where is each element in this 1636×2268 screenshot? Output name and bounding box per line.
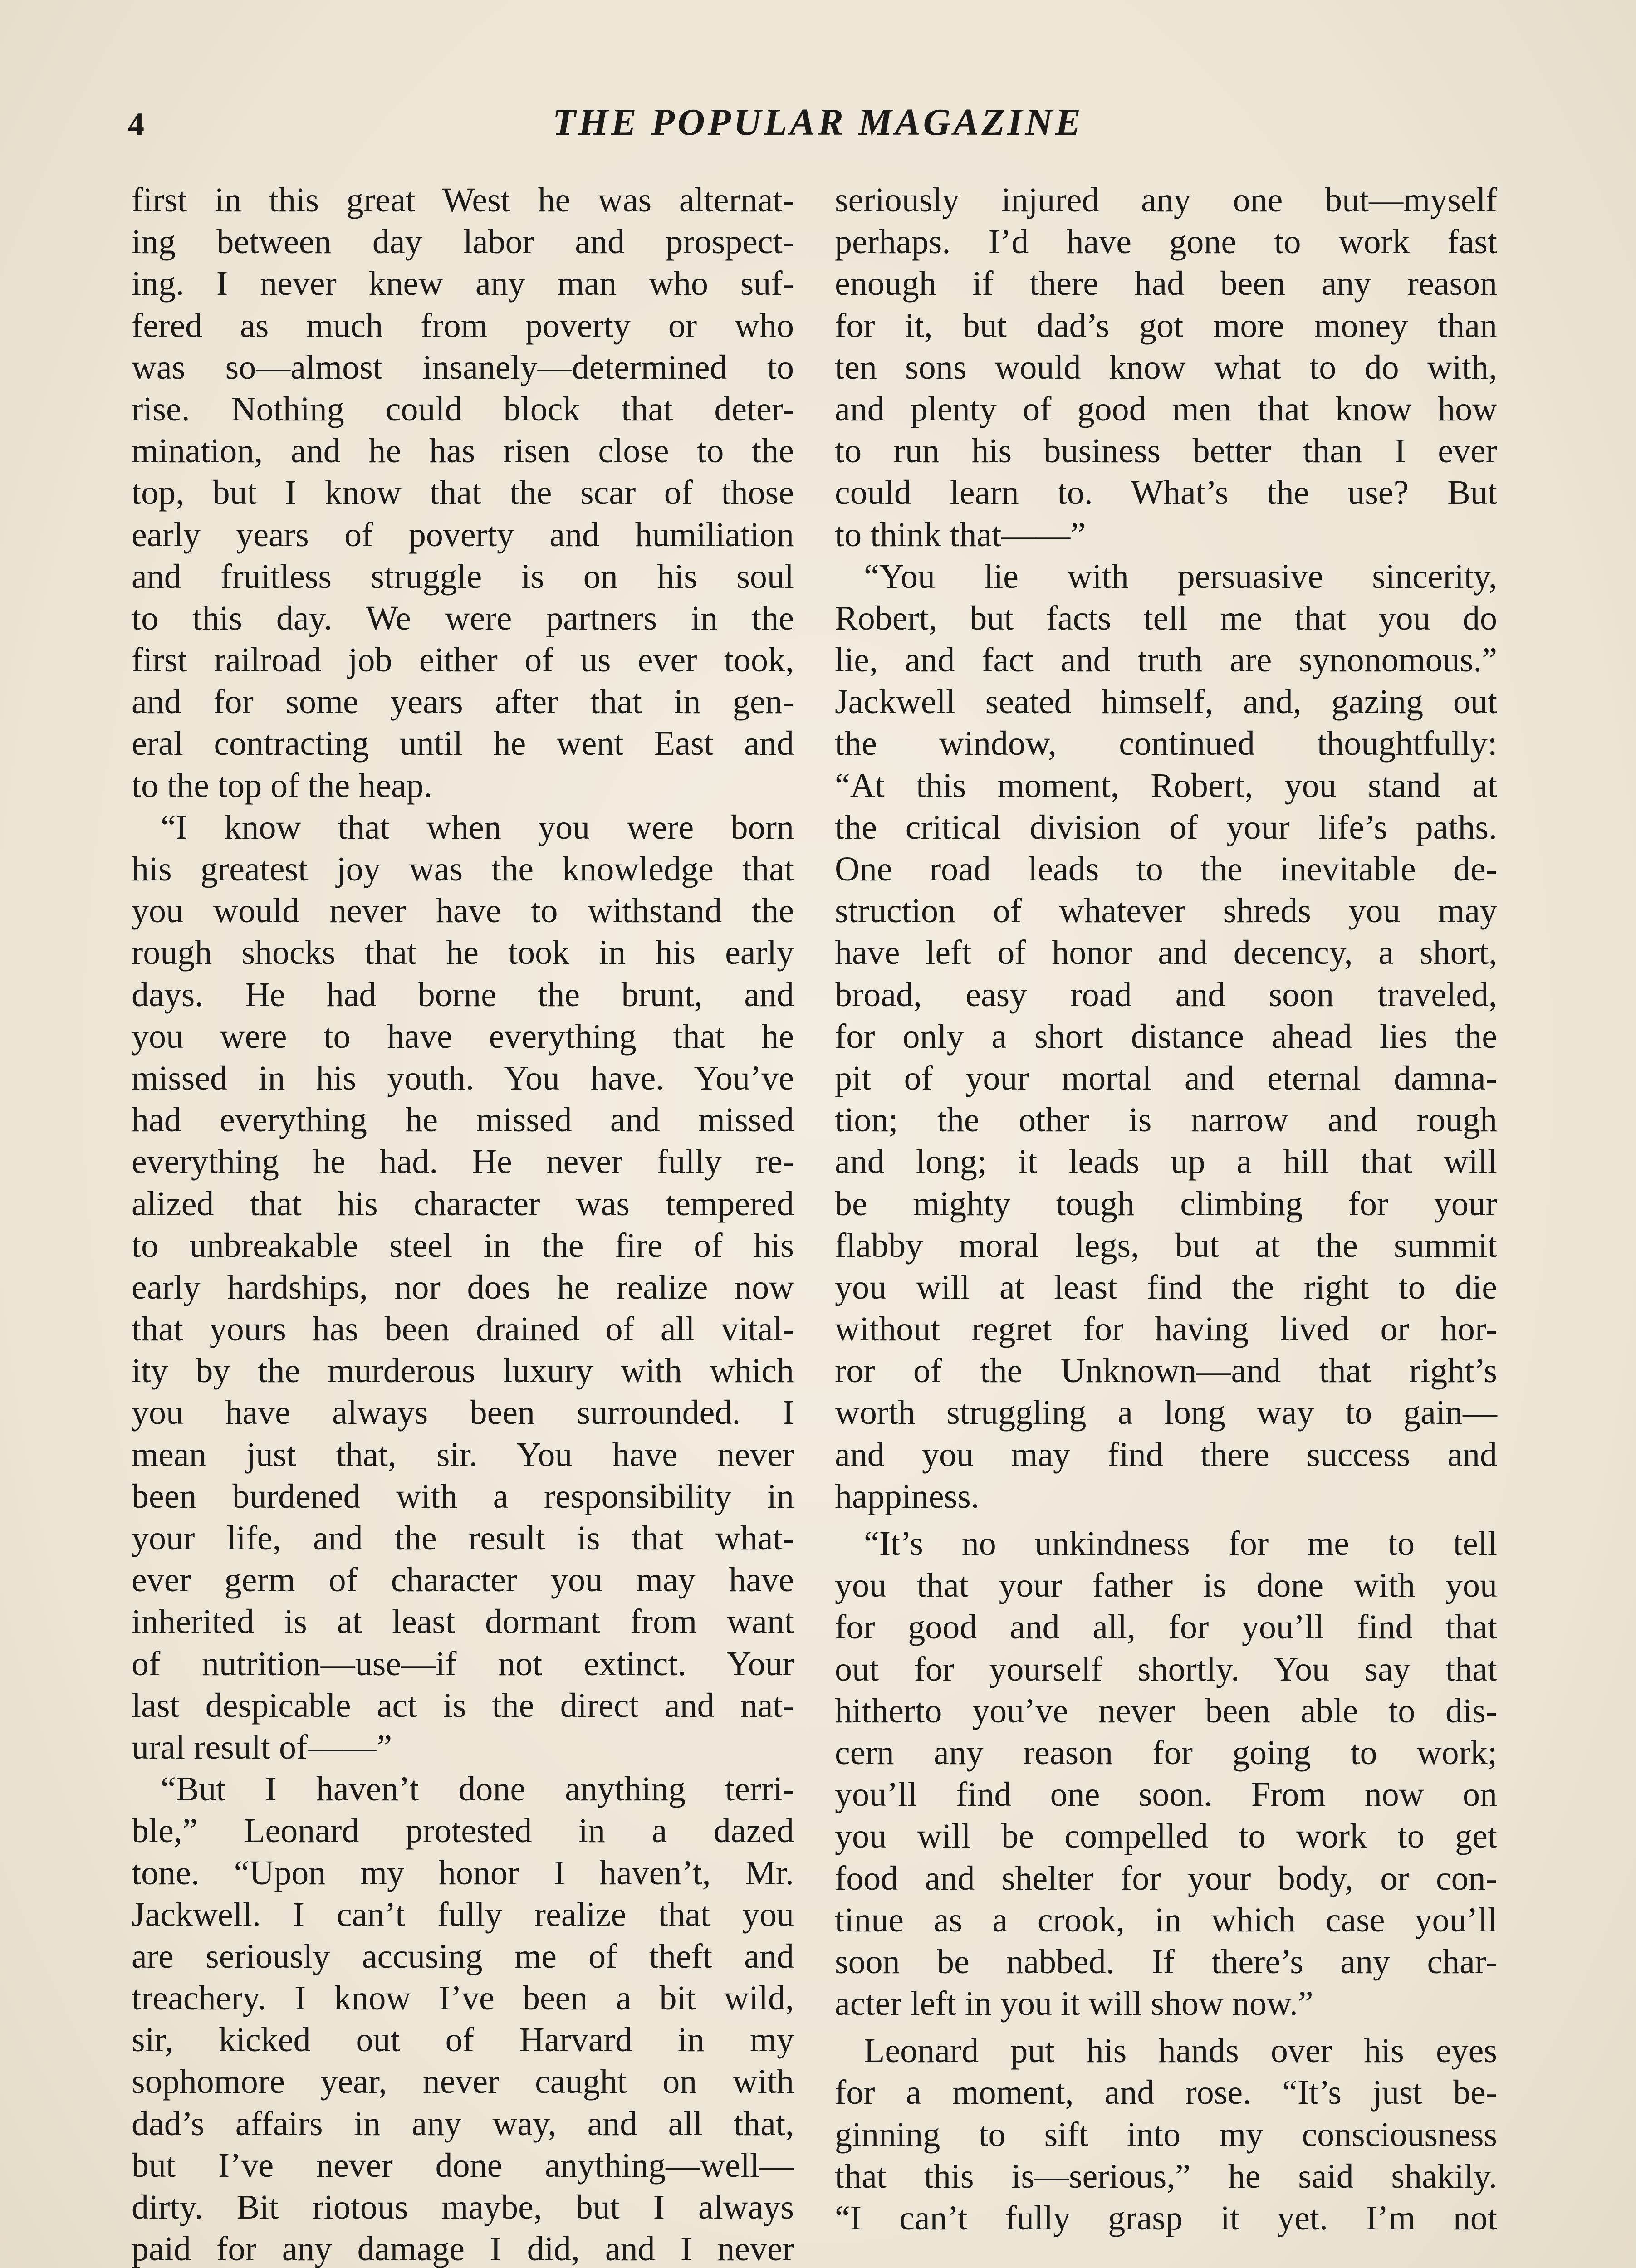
text-line: you that your father is done with you	[835, 1566, 1497, 1605]
text-line: and long; it leads up a hill that will	[835, 1143, 1497, 1181]
text-line: had everything he missed and missed	[132, 1101, 794, 1139]
text-line: perhaps. I’d have gone to work fast	[835, 223, 1497, 261]
text-line: rise. Nothing could block that deter-	[132, 390, 794, 428]
text-line: “It’s no unkindness for me to tell	[864, 1525, 1497, 1563]
text-line: of nutrition—use—if not extinct. Your	[132, 1644, 794, 1683]
text-line: and plenty of good men that know how	[835, 390, 1497, 428]
text-line: seriously injured any one but—myself	[835, 181, 1497, 219]
text-line: “I can’t fully grasp it yet. I’m not	[835, 2199, 1497, 2237]
text-column-left	[132, 179, 794, 2268]
text-line: be mighty tough climbing for your	[835, 1184, 1497, 1223]
text-line: for a moment, and rose. “It’s just be-	[835, 2073, 1497, 2112]
text-line: and fruitless struggle is on his soul	[132, 557, 794, 596]
text-line: sir, kicked out of Harvard in my	[132, 2021, 794, 2059]
text-line: have left of honor and decency, a short,	[835, 934, 1497, 972]
text-line: you will at least find the right to die	[835, 1268, 1497, 1306]
text-line: to this day. We were partners in the	[132, 599, 794, 637]
text-line: was so—almost insanely—determined to	[132, 348, 794, 386]
text-line: the critical division of your life’s paths.	[835, 808, 1497, 846]
text-line: ing. I never knew any man who suf-	[132, 264, 794, 303]
text-line: to the top of the heap.	[132, 766, 432, 805]
text-line: you’ll find one soon. From now on	[835, 1775, 1497, 1814]
text-column-right	[835, 179, 1497, 2239]
text-line: lie, and fact and truth are synonomous.”	[835, 641, 1497, 679]
text-line: you have always been surrounded. I	[132, 1393, 794, 1432]
text-line: fered as much from poverty or who	[132, 306, 794, 345]
text-line: top, but I know that the scar of those	[132, 474, 794, 512]
text-line: that this is—serious,” he said shakily.	[835, 2157, 1497, 2195]
text-line: you were to have everything that he	[132, 1017, 794, 1056]
running-head: THE POPULAR MAGAZINE	[552, 101, 1084, 143]
text-line: worth struggling a long way to gain—	[835, 1393, 1497, 1432]
text-line: could learn to. What’s the use? But	[835, 474, 1497, 512]
text-line: ble,” Leonard protested in a dazed	[132, 1812, 794, 1850]
text-line: struction of whatever shreds you may	[835, 892, 1497, 930]
text-line: ginning to sift into my consciousness	[835, 2115, 1497, 2154]
text-line: to think that——”	[835, 515, 1086, 554]
text-line: early hardships, nor does he realize now	[132, 1268, 794, 1306]
text-line: Leonard put his hands over his eyes	[864, 2032, 1497, 2070]
text-line: enough if there had been any reason	[835, 264, 1497, 303]
text-line: ity by the murderous luxury with which	[132, 1352, 794, 1390]
text-line: you will be compelled to work to get	[835, 1817, 1497, 1856]
text-line: but I’ve never done anything—well—	[132, 2146, 794, 2185]
text-line: dirty. Bit riotous maybe, but I always	[132, 2188, 794, 2226]
text-line: happiness.	[835, 1477, 980, 1515]
text-line: tone. “Upon my honor I haven’t, Mr.	[132, 1853, 794, 1892]
text-line: alized that his character was tempered	[132, 1184, 794, 1223]
text-line: the window, continued thoughtfully:	[835, 724, 1497, 763]
text-line: “But I haven’t done anything terri-	[161, 1770, 794, 1809]
text-line: broad, easy road and soon traveled,	[835, 975, 1497, 1014]
text-line: last despicable act is the direct and nat-	[132, 1686, 794, 1725]
text-line: to run his business better than I ever	[835, 432, 1497, 470]
text-line: flabby moral legs, but at the summit	[835, 1226, 1497, 1265]
text-line: out for yourself shortly. You say that	[835, 1650, 1497, 1688]
text-line: “You lie with persuasive sincerity,	[864, 557, 1497, 596]
text-line: for it, but dad’s got more money than	[835, 306, 1497, 345]
text-line: pit of your mortal and eternal damna-	[835, 1059, 1497, 1097]
text-line: acter left in you it will show now.”	[835, 1984, 1313, 2023]
text-line: food and shelter for your body, or con-	[835, 1859, 1497, 1897]
text-line: dad’s affairs in any way, and all that,	[132, 2104, 794, 2143]
text-line: days. He had borne the brunt, and	[132, 975, 794, 1014]
text-line: to unbreakable steel in the fire of his	[132, 1226, 794, 1265]
text-line: you would never have to withstand the	[132, 892, 794, 930]
text-line: inherited is at least dormant from want	[132, 1603, 794, 1641]
text-line: that yours has been drained of all vital-	[132, 1310, 794, 1349]
text-line: his greatest joy was the knowledge that	[132, 850, 794, 888]
text-line: tinue as a crook, in which case you’ll	[835, 1901, 1497, 1939]
text-line: first railroad job either of us ever took,	[132, 641, 794, 679]
text-line: treachery. I know I’ve been a bit wild,	[132, 1979, 794, 2018]
text-line: early years of poverty and humiliation	[132, 515, 794, 554]
text-line: “At this moment, Robert, you stand at	[835, 766, 1497, 805]
text-line: for good and all, for you’ll find that	[835, 1608, 1497, 1647]
page-number: 4	[128, 106, 144, 142]
text-line: ural result of——”	[132, 1728, 392, 1766]
text-line: missed in his youth. You have. You’ve	[132, 1059, 794, 1097]
text-line: ror of the Unknown—and that right’s	[835, 1352, 1497, 1390]
text-line: ten sons would know what to do with,	[835, 348, 1497, 386]
text-line: your life, and the result is that what-	[132, 1519, 794, 1557]
text-line: mean just that, sir. You have never	[132, 1435, 794, 1474]
text-line: been burdened with a responsibility in	[132, 1477, 794, 1515]
text-line: Jackwell. I can’t fully realize that you	[132, 1895, 794, 1934]
text-line: without regret for having lived or hor-	[835, 1310, 1497, 1349]
text-line: rough shocks that he took in his early	[132, 934, 794, 972]
text-line: “I know that when you were born	[161, 808, 794, 846]
text-line: everything he had. He never fully re-	[132, 1143, 794, 1181]
text-line: and for some years after that in gen-	[132, 683, 794, 721]
text-line: for only a short distance ahead lies the	[835, 1017, 1497, 1056]
text-line: mination, and he has risen close to the	[132, 432, 794, 470]
text-line: eral contracting until he went East and	[132, 724, 794, 763]
text-line: and you may find there success and	[835, 1435, 1497, 1474]
text-line: first in this great West he was alternat-	[132, 181, 794, 219]
text-line: hitherto you’ve never been able to dis-	[835, 1691, 1497, 1730]
text-line: are seriously accusing me of theft and	[132, 1937, 794, 1975]
text-line: ever germ of character you may have	[132, 1561, 794, 1599]
text-line: paid for any damage I did, and I never	[132, 2230, 794, 2268]
text-line: sophomore year, never caught on with	[132, 2063, 794, 2101]
text-line: Jackwell seated himself, and, gazing out	[835, 683, 1497, 721]
text-line: tion; the other is narrow and rough	[835, 1101, 1497, 1139]
text-line: One road leads to the inevitable de-	[835, 850, 1497, 888]
text-line: ing between day labor and prospect-	[132, 223, 794, 261]
text-line: Robert, but facts tell me that you do	[835, 599, 1497, 637]
text-line: soon be nabbed. If there’s any char-	[835, 1942, 1497, 1981]
text-line: cern any reason for going to work;	[835, 1733, 1497, 1772]
